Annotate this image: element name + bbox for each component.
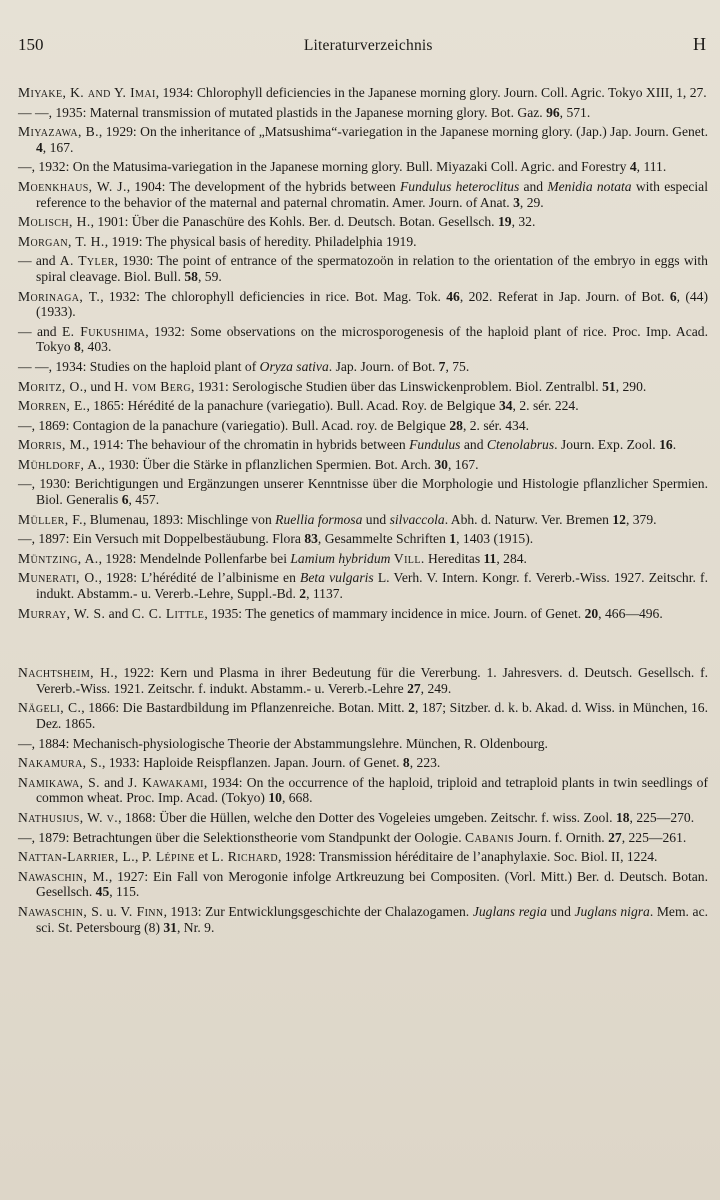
citation-text: — and [18, 253, 60, 269]
citation-text: and [99, 774, 129, 790]
citation-text: , 2. sér. 224. [512, 398, 579, 414]
citation-text: , 1904: The development of the hybrids between [126, 178, 400, 194]
citation-text: , 1901: Über die Panaschüre des Kohls. Ber. d. Deutsch. Botan. Gesellsch. [90, 214, 498, 230]
citation-text: , [135, 849, 142, 865]
citation-text: , 32. [511, 214, 536, 230]
citation-text: , 1932: Some observations on the microsporogenesis of the haploid plant of rice. Proc. Imp. Acad. Tokyo [36, 323, 708, 355]
bibliography-entry [18, 736, 708, 752]
citation-text: , 1930: Über die Stärke in pflanzlichen Spermien. Bot. Arch. [101, 456, 435, 472]
citation-text: , 290. [615, 378, 647, 394]
citation-text: , 1930: The point of entrance of the spermatozoön in relation to the orientation of the embryo in eggs with spiral cleavage. Biol. Bull. [36, 253, 708, 284]
bibliography-entry [18, 512, 708, 528]
citation-text: , 59. [197, 268, 222, 284]
author-name: A. Tyler [59, 253, 115, 269]
author-name: Nachtsheim, H. [18, 665, 115, 681]
author-name: Moenkhaus, W. J. [18, 178, 127, 194]
bibliography-entry [18, 124, 708, 155]
author-name: V. Finn [120, 903, 164, 919]
volume-number: 20 [584, 605, 599, 621]
citation-text: , 1913: Zur Entwicklungsgeschichte der Chalazogamen. [163, 903, 473, 919]
citation-text: , 29. [519, 194, 544, 210]
volume-number: 1 [449, 531, 457, 547]
citation-text: — —, 1935: Maternal transmission of mutated plastids in the Japanese morning glory. Bot. Gaz. [18, 104, 547, 120]
species-name: Fundulus heteroclitus [400, 178, 520, 194]
volume-number: 46 [446, 288, 460, 304]
volume-number: 27 [407, 680, 421, 696]
volume-number: 10 [268, 790, 282, 806]
bibliography-entry [18, 253, 708, 284]
page-number: 150 [18, 35, 44, 54]
citation-text: , 1919: The physical basis of heredity. Philadelphia 1919. [104, 233, 417, 249]
species-name: Oryza sativa [259, 358, 329, 374]
citation-text: —, 1879: Betrachtungen über die Selektionstheorie vom Standpunkt der Oologie. [18, 829, 465, 845]
volume-number: 31 [163, 919, 177, 935]
author-name: P. Lépine [141, 849, 195, 865]
volume-number: 19 [497, 214, 512, 230]
volume-number: 28 [449, 417, 463, 433]
author-name: Molisch, H. [18, 214, 91, 230]
citation-text: , 571. [559, 104, 591, 120]
volume-number: 7 [438, 358, 446, 374]
citation-text: , 1928: L’hérédité de l’albinisme en [98, 570, 301, 586]
citation-text: und [362, 511, 390, 527]
citation-text: , 1929: On the inheritance of „Matsushima“-variegation in the Japanese morning glory. (Jap.) Jap. Journ. Genet. [98, 124, 708, 140]
citation-text: , 284. [496, 550, 527, 566]
author-name: Miyazawa, B. [18, 124, 99, 140]
species-name: Juglans regia [472, 903, 547, 919]
bibliography-entry [18, 159, 708, 175]
volume-number: 4 [36, 139, 43, 155]
citation-text: . Mem. ac. sci. St. Petersbourg (8) [36, 903, 708, 935]
citation-text: , 111. [636, 159, 667, 175]
citation-text: , 225—270. [629, 809, 695, 825]
bibliography-entry [18, 85, 708, 101]
citation-text: , 668. [281, 790, 313, 806]
citation-text: , 202. Referat in Jap. Journ. of Bot. [459, 288, 670, 304]
volume-number: 3 [513, 194, 520, 210]
citation-text: , 1403 (1915). [456, 531, 534, 547]
bibliography-entry [18, 531, 708, 547]
citation-text: , 1933: Haploide Reispflanzen. Japan. Journ. of Genet. [102, 755, 403, 771]
species-name: Fundulus [409, 437, 461, 453]
bibliography-entry [18, 214, 708, 230]
author-name: Müntzing, A. [18, 550, 99, 566]
citation-text: , 457. [128, 492, 160, 508]
citation-text: , 1137. [306, 586, 343, 602]
citation-text: , 167. [42, 139, 74, 155]
bibliography-entry [18, 775, 708, 806]
bibliography-entry [18, 665, 708, 696]
species-name: Lamium hybridum [290, 550, 391, 566]
bibliography-entry [18, 418, 708, 434]
citation-text: L. Verh. V. Intern. Kongr. f. Vererb.-Wiss. 1927. Zeitschr. f. indukt. Abstamm.- u. Vererb.-Lehre, Suppl.-Bd. [36, 570, 708, 602]
page-title: Literaturverzeichnis [303, 37, 433, 54]
volume-number: 2 [299, 586, 307, 602]
author-name: L. Richard [211, 849, 279, 865]
bibliography-entry [18, 904, 708, 935]
author-name: Morris, M. [18, 437, 86, 453]
author-name: Miyake, K. and Y. Imai [18, 85, 156, 100]
species-name: Ctenolabrus [486, 437, 555, 453]
volume-number: 96 [546, 104, 560, 120]
bibliography-entry [18, 289, 708, 320]
author-name: Nawaschin, S. [18, 903, 103, 919]
bibliography-entry [18, 849, 708, 865]
citation-text: —, 1884: Mechanisch-physiologische Theorie der Abstammungslehre. München, R. Oldenbourg. [18, 735, 548, 751]
bibliography-entry [18, 359, 708, 375]
author-name: Müller, F. [18, 511, 83, 527]
bibliography-entry [18, 869, 708, 900]
citation-text: , 187; Sitzber. d. k. b. Akad. d. Wiss. in München, 16. Dez. 1865. [36, 700, 708, 731]
bibliography-entry [18, 437, 708, 453]
volume-number: 6 [669, 288, 677, 304]
volume-number: 12 [612, 511, 626, 527]
citation-text: , 1931: Serologische Studien über das Linswickenproblem. Biol. Zentralbl. [190, 378, 603, 394]
citation-text: —, 1897: Ein Versuch mit Doppelbestäubung. Flora [18, 531, 305, 547]
volume-number: 51 [602, 378, 616, 394]
citation-text: with especial reference to the behavior of the maternal and paternal chromatin. Amer. Journ. of Anat. [36, 178, 708, 210]
bibliography-list [18, 85, 708, 935]
citation-text: , 225—261. [621, 829, 687, 845]
volume-number: 27 [608, 829, 622, 845]
volume-number: 16 [659, 437, 673, 453]
bibliography-entry [18, 755, 708, 771]
citation-text: , 1914: The behaviour of the chromatin in hybrids between [85, 437, 410, 453]
citation-text: — —, 1934: Studies on the haploid plant of [18, 358, 260, 374]
citation-text: , 1934: Chlorophyll deficiencies in the Japanese morning glory. Journ. Coll. Agric. Tokyo XIII, 1, 27. [155, 85, 707, 100]
bibliography-entry [18, 379, 708, 395]
species-name: Juglans nigra [574, 903, 650, 919]
citation-text: , 167. [447, 456, 479, 472]
author-name: Cabanis [465, 829, 515, 845]
citation-text: Journ. f. Ornith. [514, 829, 609, 845]
section-gap [18, 625, 708, 665]
citation-text: , 249. [420, 680, 452, 696]
volume-number: 58 [184, 268, 198, 284]
author-name: Munerati, O. [18, 570, 99, 586]
volume-number: 6 [121, 492, 129, 508]
volume-number: 45 [95, 884, 110, 900]
citation-text: , 466—496. [598, 605, 663, 621]
citation-text: , Blumenau, 1893: Mischlinge von [82, 511, 276, 527]
citation-text: , 1865: Hérédité de la panachure (variegatio). Bull. Acad. Roy. de Belgique [86, 398, 499, 414]
bibliography-entry [18, 570, 708, 601]
bibliography-entry [18, 830, 708, 846]
citation-text: , 1922: Kern und Plasma in ihrer Bedeutung für die Vererbung. 1. Jahresvers. d. Deutsch. Gesellsch. f. Vererb.-Wiss. 1921. Zeitschr. f. indukt. Abstamm.- u. Vererb.-Lehre [36, 665, 709, 696]
citation-text: , 403. [80, 339, 112, 355]
citation-text: —, 1869: Contagion de la panachure (variegatio). Bull. Acad. roy. de Belgique [18, 417, 450, 433]
volume-number: 8 [402, 755, 410, 771]
section-letter: H [692, 34, 706, 54]
volume-number: 83 [304, 531, 318, 547]
volume-number: 2 [408, 700, 415, 716]
bibliography-entry [18, 700, 708, 731]
citation-text: , (44) (1933). [36, 288, 708, 320]
citation-text: . Abh. d. Naturw. Ver. Bremen [444, 511, 613, 527]
citation-text: , 1868: Über die Hüllen, welche den Dotter des Vogeleies umgeben. Zeitschr. f. wiss. Zool. [118, 809, 616, 825]
author-name: Murray, W. S. [18, 605, 106, 621]
author-name: J. Kawakami [128, 774, 204, 790]
citation-text: , Nr. 9. [176, 919, 215, 935]
bibliography-entry [18, 606, 708, 622]
citation-text: , 2. sér. 434. [462, 417, 530, 433]
citation-text: and [105, 605, 132, 621]
author-name: Nawaschin, M. [18, 868, 109, 884]
volume-number: 18 [615, 809, 630, 825]
species-name: Menidia notata [547, 178, 632, 194]
author-name: Vill. [393, 550, 425, 566]
citation-text: , 1928: Transmission héréditaire de l’anaphylaxie. Soc. Biol. II, 1224. [278, 849, 658, 865]
species-name: silvaccola [389, 511, 445, 527]
page-header [18, 34, 708, 55]
citation-text: , 1932: The chlorophyll deficiencies in rice. Bot. Mag. Tok. [100, 288, 447, 304]
bibliography-entry [18, 179, 708, 210]
species-name: Beta vulgaris [300, 570, 374, 586]
citation-text: —, 1930: Berichtigungen und Ergänzungen unserer Kenntnisse über die Morphologie und Histologie pflanzlicher Spermien. Biol. Generalis [18, 476, 708, 508]
author-name: Namikawa, S. [18, 774, 100, 790]
author-name: Nattan-Larrier, L. [18, 849, 135, 865]
citation-text: . [672, 437, 677, 453]
volume-number: 34 [498, 398, 513, 414]
author-name: E. Fukushima [61, 323, 146, 339]
species-name: Ruellia formosa [275, 511, 363, 527]
bibliography-entry [18, 105, 708, 121]
citation-text: , Gesammelte Schriften [317, 531, 450, 547]
citation-text: und [546, 903, 575, 919]
volume-number: 30 [434, 456, 448, 472]
bibliography-entry [18, 324, 708, 355]
author-name: Morgan, T. H. [18, 233, 105, 249]
citation-text: , 379. [625, 511, 657, 527]
author-name: Morren, E. [18, 398, 87, 414]
citation-text: , 115. [109, 884, 140, 900]
bibliography-entry [18, 457, 708, 473]
author-name: Moritz, O. [18, 378, 84, 394]
citation-text: Hereditas [424, 550, 484, 566]
volume-number: 11 [483, 550, 497, 566]
bibliography-entry [18, 398, 708, 414]
author-name: Nakamura, S. [18, 755, 103, 771]
citation-text: . Jap. Journ. of Bot. [328, 358, 439, 374]
bibliography-entry [18, 810, 708, 826]
citation-text: , 1934: On the occurrence of the haploid, triploid and tetraploid plants in twin seedlings of common wheat. Proc. Imp. Acad. (Tokyo) [36, 774, 708, 806]
citation-text: u. [102, 903, 121, 919]
citation-text: , 1927: Ein Fall von Merogonie infolge Artkreuzung bei Compositen. (Vorl. Mitt.) Ber. d. Deutsch. Botan. Gesellsch. [36, 868, 709, 900]
citation-text: , 1866: Die Bastardbildung im Pflanzenreiche. Botan. Mitt. [81, 700, 409, 716]
author-name: Nathusius, W. v. [18, 809, 119, 825]
bibliography-entry [18, 551, 708, 567]
volume-number: 4 [629, 159, 637, 175]
author-name: C. C. Little [131, 605, 205, 621]
citation-text: , 75. [445, 358, 470, 374]
bibliography-entry [18, 234, 708, 250]
citation-text: , 223. [409, 755, 441, 771]
citation-text: —, 1932: On the Matusima-variegation in the Japanese morning glory. Bull. Miyazaki Coll. Agric. and Forestry [18, 159, 630, 175]
citation-text: et [194, 849, 212, 865]
author-name: Mühldorf, A. [18, 456, 102, 472]
bibliography-entry [18, 476, 708, 507]
citation-text: , und [83, 378, 115, 394]
citation-text: — and [18, 323, 62, 339]
author-name: Nägeli, C. [18, 700, 82, 716]
author-name: H. vom Berg [114, 378, 191, 394]
citation-text: and [519, 178, 548, 194]
author-name: Morinaga, T. [18, 288, 101, 304]
citation-text: , 1935: The genetics of mammary incidence in mice. Journ. of Genet. [204, 605, 585, 621]
citation-text: . Journ. Exp. Zool. [554, 437, 660, 453]
citation-text: , 1928: Mendelnde Pollenfarbe bei [98, 550, 291, 566]
volume-number: 8 [73, 339, 81, 355]
citation-text: and [460, 437, 487, 453]
